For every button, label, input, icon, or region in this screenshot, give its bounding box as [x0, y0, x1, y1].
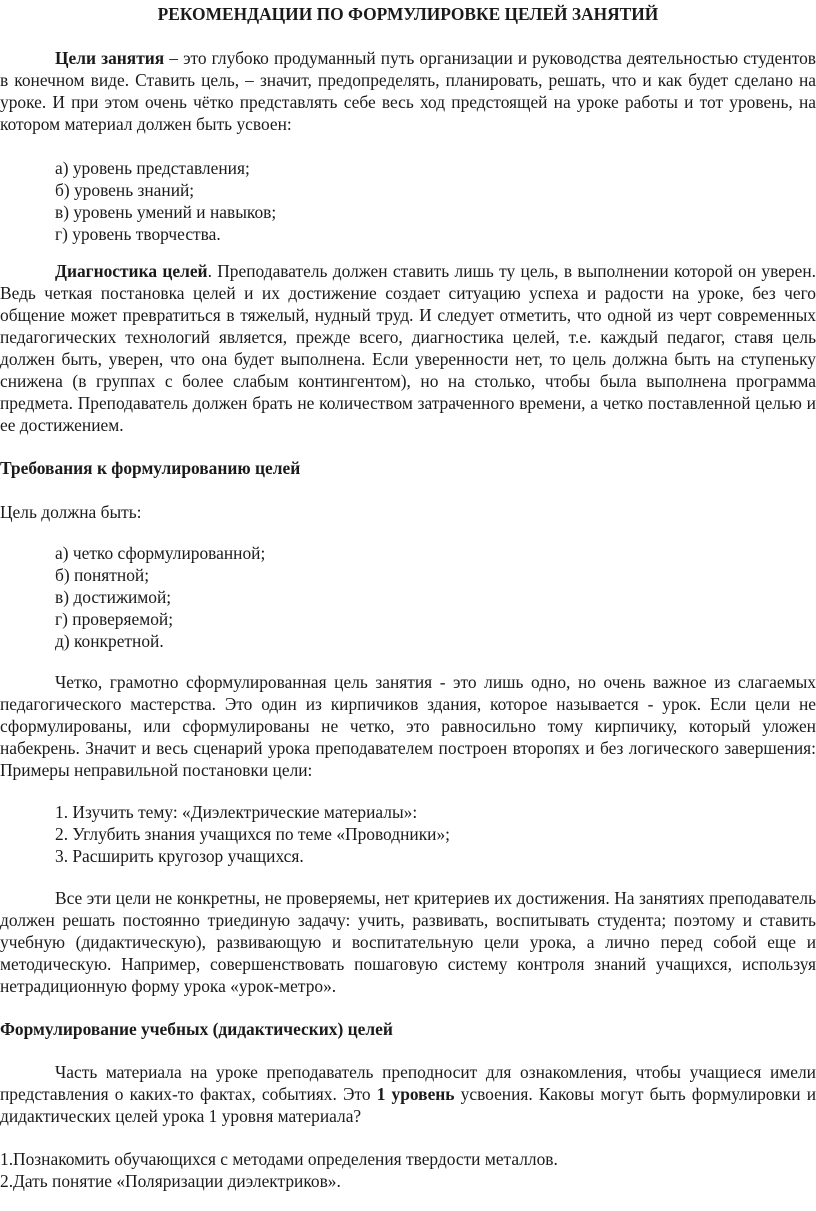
level-item: в) уровень умений и навыков;	[55, 202, 277, 222]
wrong-example-item: 2. Углубить знания учащихся по теме «Проводники»;	[55, 824, 450, 844]
didactic-example: 1.Познакомить обучающихся с методами определения твердости металлов.	[0, 1149, 558, 1169]
level-emphasis: 1 уровень	[376, 1084, 455, 1104]
goals-term: Цели занятия	[55, 48, 165, 68]
level-item: б) уровень знаний;	[55, 180, 195, 200]
requirements-intro: Цель должна быть:	[0, 502, 142, 522]
wrong-example-item: 1. Изучить тему: «Диэлектрические материалы»:	[55, 802, 418, 822]
didactic-text-2: усвоения. Каковы могут быть формулировки и дидактических целей урока 1 уровня материала?	[0, 1084, 816, 1126]
goals-definition-text: – это глубоко продуманный путь организации и руководства деятельностью студентов в конечном виде. Ставить цель, – значит, предопределять, планировать, решать, что и как будет сделано на уроке. И при этом очень чётко представлять себе весь ход предстоящей на уроке работы и тот уровень, на котором материал должен быть усвоен:	[0, 48, 816, 134]
goals-definition-paragraph	[0, 47, 816, 135]
diagnostics-term: Диагностика целей	[55, 261, 208, 281]
level-item: а) уровень представления;	[55, 158, 250, 178]
document-title: РЕКОМЕНДАЦИИ ПО ФОРМУЛИРОВКЕ ЦЕЛЕЙ ЗАНЯТИЙ	[157, 4, 659, 24]
formulated-goal-paragraph: Четко, грамотно сформулированная цель занятия - это лишь одно, но очень важное из слагаемых педагогического мастерства. Это один из кирпичиков здания, которое называется - урок. Если цели не сформулированы, или сформулированы не четко, это равносильно тому кирпичику, который уложен набекрень. Значит и весь сценарий урока преподавателем построен второпях и без логического завершения: Примеры неправильной постановки цели:	[0, 672, 816, 780]
requirement-item: г) проверяемой;	[55, 609, 174, 629]
didactic-text-1: Часть материала на уроке преподаватель преподносит для ознакомления, чтобы учащиеся имели представления о каких-то фактах, событиях. Это	[0, 1062, 816, 1104]
diagnostics-paragraph	[0, 260, 816, 436]
requirement-item: д) конкретной.	[55, 631, 164, 651]
didactic-paragraph	[0, 1061, 816, 1127]
requirements-heading: Требования к формулированию целей	[0, 458, 301, 478]
diagnostics-text: . Преподаватель должен ставить лишь ту цель, в выполнении которой он уверен. Ведь четкая постановка целей и их достижение создает ситуацию успеха и радости на уроке, без чего общение может превратиться в тяжелый, нудный труд. И следует отметить, что одной из черт современных педагогических технологий является, прежде всего, диагностика целей, т.е. каждый педагог, ставя цель должен быть, уверен, что она будет выполнена. Если уверенности нет, то цель должна быть на ступеньку снижена (в группах с более слабым контингентом), но на столько, чтобы была выполнена программа предмета. Преподаватель должен брать не количеством затраченного времени, а четко поставленной целью и ее достижением.	[0, 261, 816, 435]
requirement-item: б) понятной;	[55, 565, 150, 585]
requirement-item: а) четко сформулированной;	[55, 543, 266, 563]
not-concrete-paragraph: Все эти цели не конкретны, не проверяемы, нет критериев их достижения. На занятиях преподаватель должен решать постоянно триединую задачу: учить, развивать, воспитывать студента; поэтому и ставить учебную (дидактическую), развивающую и воспитательную цели урока, а лично перед собой еще и методическую. Например, совершенствовать пошаговую систему контроля знаний учащихся, используя нетрадиционную форму урока «урок-метро».	[0, 888, 816, 996]
didactic-goals-heading: Формулирование учебных (дидактических) целей	[0, 1019, 393, 1039]
wrong-example-item: 3. Расширить кругозор учащихся.	[55, 846, 304, 866]
didactic-example: 2.Дать понятие «Поляризации диэлектриков».	[0, 1171, 341, 1191]
level-item: г) уровень творчества.	[55, 224, 221, 244]
requirement-item: в) достижимой;	[55, 587, 172, 607]
